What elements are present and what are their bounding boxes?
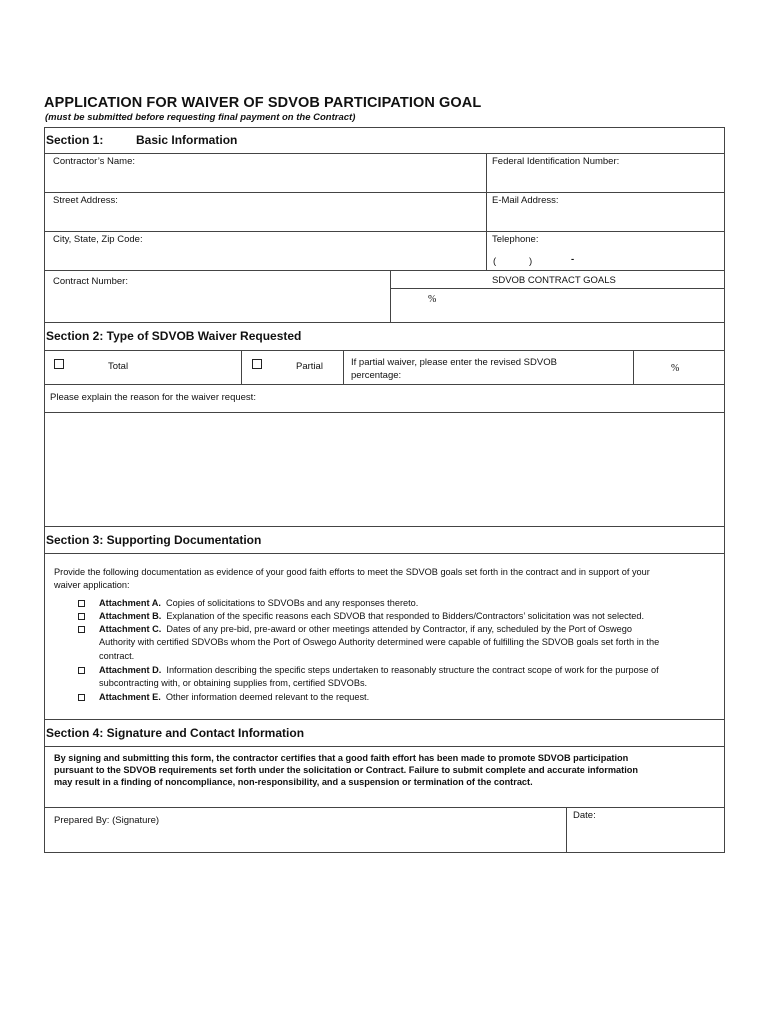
- attachment-a-bullet-icon: [78, 600, 85, 607]
- documentation-intro-line1: Provide the following documentation as evidence of your good faith efforts to meet the SDVOB goals set forth in the contract and in support of your: [54, 567, 650, 577]
- email-label: E-Mail Address:: [492, 195, 559, 206]
- section1-number: Section 1:: [46, 133, 104, 147]
- attachment-a: Attachment A. Copies of solicitations to SDVOBs and any responses thereto.: [99, 598, 419, 608]
- divider: [45, 807, 724, 808]
- partial-note-line1: If partial waiver, please enter the revised SDVOB: [351, 357, 557, 368]
- divider: [45, 719, 724, 720]
- attachment-b: Attachment B. Explanation of the specific reasons each SDVOB that responded to Bidders/Contractors’ solicitation was not selected.: [99, 611, 645, 621]
- partial-label: Partial: [296, 361, 323, 372]
- total-label: Total: [108, 361, 129, 372]
- federal-id-label: Federal Identification Number:: [492, 156, 620, 167]
- prepared-by-label: Prepared By: (Signature): [54, 815, 160, 826]
- partial-waiver-checkbox[interactable]: [252, 359, 262, 369]
- divider: [390, 288, 724, 289]
- attachment-d: Attachment D. Information describing the specific steps undertaken to reasonably structure the contract scope of work for the purpose of: [99, 665, 659, 675]
- documentation-intro-line2: waiver application:: [54, 580, 130, 590]
- attachment-b-bullet-icon: [78, 613, 85, 620]
- divider: [45, 746, 724, 747]
- attachment-d-bullet-icon: [78, 667, 85, 674]
- divider: [45, 153, 724, 154]
- form-title: APPLICATION FOR WAIVER OF SDVOB PARTICIPATION GOAL: [44, 95, 482, 111]
- phone-dash: -: [571, 254, 575, 265]
- divider: [45, 553, 724, 554]
- certification-line2: pursuant to the SDVOB requirements set forth under the solicitation or Contract. Failure to submit complete and accurate information: [54, 765, 638, 775]
- phone-close-paren: ): [529, 256, 533, 267]
- section4-heading: Section 4: Signature and Contact Information: [46, 726, 305, 740]
- divider: [486, 153, 487, 270]
- divider: [45, 322, 724, 323]
- section1-heading: Basic Information: [136, 133, 238, 147]
- date-label: Date:: [573, 810, 596, 821]
- divider: [45, 384, 724, 385]
- divider: [45, 526, 724, 527]
- phone-open-paren: (: [493, 256, 497, 267]
- attachment-c: Attachment C. Dates of any pre-bid, pre-award or other meetings attended by Contractor, if any, scheduled by the Port of Oswego: [99, 624, 632, 634]
- city-state-zip-label: City, State, Zip Code:: [53, 234, 143, 245]
- certification-line3: may result in a finding of noncompliance, non-responsibility, and a suspension or termination of the contract.: [54, 777, 533, 787]
- form-subtitle: (must be submitted before requesting final payment on the Contract): [45, 112, 356, 123]
- goals-percent-sign: %: [428, 294, 437, 305]
- attachment-e: Attachment E. Other information deemed relevant to the request.: [99, 692, 370, 702]
- section3-heading: Section 3: Supporting Documentation: [46, 533, 262, 547]
- contract-number-label: Contract Number:: [53, 276, 128, 287]
- attachment-c-bullet-icon: [78, 626, 85, 633]
- revised-percent-sign: %: [671, 363, 680, 374]
- reason-label: Please explain the reason for the waiver request:: [50, 392, 256, 403]
- partial-note-line2: percentage:: [351, 370, 402, 381]
- attachment-c-cont2: contract.: [99, 651, 135, 661]
- divider: [390, 270, 391, 322]
- section2-heading: Section 2: Type of SDVOB Waiver Requested: [46, 329, 302, 343]
- divider: [241, 350, 242, 384]
- divider: [45, 231, 724, 232]
- divider: [566, 807, 567, 852]
- divider: [45, 350, 724, 351]
- attachment-c-cont1: Authority with certified SDVOBs whom the Port of Oswego Authority determined were capable of fulfilling the SDVOB goals set forth in the: [99, 637, 660, 647]
- telephone-label: Telephone:: [492, 234, 539, 245]
- divider: [343, 350, 344, 384]
- attachment-d-cont1: subcontracting with, or obtaining supplies from, certified SDVOBs.: [99, 678, 368, 688]
- divider: [45, 270, 390, 271]
- divider: [45, 192, 724, 193]
- divider: [390, 270, 724, 271]
- divider: [633, 350, 634, 384]
- waiver-form: [44, 127, 725, 853]
- certification-line1: By signing and submitting this form, the contractor certifies that a good faith effort has been made to promote SDVOB participation: [54, 753, 629, 763]
- attachment-e-bullet-icon: [78, 694, 85, 701]
- sdvob-goals-label: SDVOB CONTRACT GOALS: [492, 275, 616, 286]
- total-waiver-checkbox[interactable]: [54, 359, 64, 369]
- divider: [45, 412, 724, 413]
- street-address-label: Street Address:: [53, 195, 118, 206]
- contractor-name-label: Contractor’s Name:: [53, 156, 136, 167]
